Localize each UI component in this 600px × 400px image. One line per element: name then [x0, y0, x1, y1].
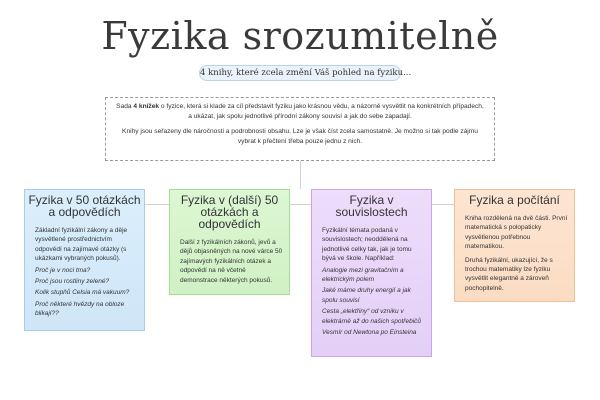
- book-card-title: Fyzika a počítání: [469, 193, 560, 207]
- topic-item: Jaké máme druhy energií a jak spolu souvisí: [322, 287, 411, 304]
- book-card-3[interactable]: [311, 189, 432, 357]
- topic-item: Analogie mezi gravitačním a elektrickým polem: [322, 266, 404, 284]
- book-card-body: [170, 230, 289, 285]
- question-item: Kolik stupňů Celsia má vakuum?: [35, 289, 130, 297]
- question-item: Proč jsou rostliny zelené?: [35, 278, 110, 286]
- topic-item: Vesmír od Newtona po Einsteina: [322, 329, 417, 337]
- connector-stem: [300, 161, 301, 189]
- book-card-body: [455, 206, 574, 293]
- topic-item: Cesta „elektřiny“ od vzniku v elektrárně až do našich spotřebičů: [322, 308, 422, 325]
- question-item: Proč je v noci tma?: [35, 266, 91, 274]
- intro-box: [105, 97, 495, 161]
- question-item: Proč některé hvězdy na obloze blikají??: [35, 300, 125, 318]
- subtitle-badge: 4 knihy, které zcela změní Váš pohled na fyziku...: [199, 65, 401, 81]
- book-card-title: Fyzika v souvislostech: [335, 193, 408, 219]
- page-title: Fyzika srozumitelně: [101, 14, 499, 58]
- book-card-text: Základní fyzikální zákony a děje vysvětlené prostřednictvím odpovědí na zajímavé otázky (s ukázkami vybraných pokusů).: [35, 227, 128, 263]
- book-card-body: [25, 218, 144, 319]
- book-card-1[interactable]: [24, 189, 145, 331]
- book-card-title: Fyzika v 50 otázkách a odpovědích: [28, 193, 141, 219]
- book-card-2[interactable]: [169, 189, 290, 295]
- book-card-text: Další z fyzikálních zákonů, jevů a dějů objasněných na nové várce 50 zajímavých fyzikálních otázek a odpovědí na ně včetně demonstrace některých pokusů.: [180, 239, 283, 284]
- book-card-text: Fyzikální témata podaná v souvislostech; neoddělená na jednotlivé celky tak, jak je tomu bývá ve škole. Například:: [322, 227, 412, 263]
- book-card-4[interactable]: [454, 189, 575, 302]
- book-card-paragraph: Kniha rozdělená na dvě části. První matematická s polopaticky vysvětlenou potřebnou matematikou.: [465, 215, 568, 251]
- intro-text-end: o fyzice, která si klade za cíl představit fyziku jako krásnou vědu, a názorně vysvětlit na konkrétních případech, a ukázat, jak spolu jednotlivé přírodní zákony souvisí a jak do sebe zapadají.: [159, 103, 484, 120]
- book-card-body: [312, 218, 431, 337]
- intro-paragraph-1: [114, 102, 486, 122]
- intro-bold-count: 4 knížek: [133, 103, 160, 110]
- intro-text-start: Sada: [116, 103, 134, 110]
- book-card-paragraph: Druhá fyzikální, ukazující, že s trochou matematiky lze fyziku vysvětlit elegantně a zároveň pochopitelně.: [465, 256, 553, 292]
- intro-paragraph-2: Knihy jsou seřazeny dle náročnosti a podrobnosti obsahu. Lze je však číst zcela samostatně. Je možno si tak podle zájmu vybrat k přečtení třeba pouze jednu z nich.: [122, 128, 478, 145]
- book-card-title: Fyzika v (další) 50 otázkách a odpovědích: [180, 193, 279, 231]
